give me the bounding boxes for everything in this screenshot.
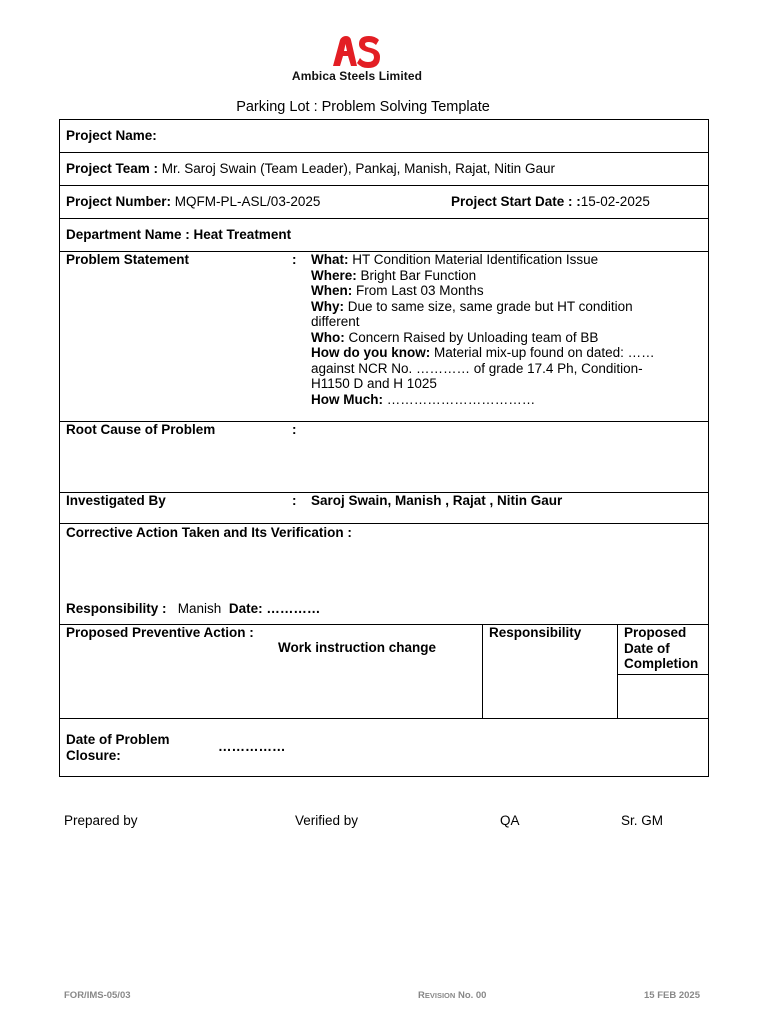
who-value: Concern Raised by Unloading team of BB — [348, 329, 599, 345]
investigated-colon: : — [292, 493, 297, 508]
company-logo — [287, 36, 427, 96]
project-number-label: Project Number: — [66, 194, 172, 209]
why-value-cont: different — [311, 314, 360, 329]
how-value-cont-1: against NCR No. ………… of grade 17.4 Ph, Condition- — [311, 360, 643, 376]
preventive-action-value: Work instruction change — [278, 640, 437, 655]
investigated-label: Investigated By — [66, 493, 166, 508]
where-value: Bright Bar Function — [360, 267, 477, 283]
problem-statement-label: Problem Statement — [66, 252, 190, 267]
document-title: Parking Lot : Problem Solving Template — [236, 99, 490, 115]
what-label: What: — [311, 252, 349, 267]
root-cause-row — [60, 422, 708, 493]
who-label: Who: — [311, 329, 345, 345]
ambica-logo-icon — [329, 36, 385, 68]
preventive-responsibility-label: Responsibility — [489, 625, 582, 640]
problem-colon: : — [292, 252, 297, 267]
investigated-row — [60, 493, 708, 524]
corrective-action-label: Corrective Action Taken and Its Verification : — [66, 525, 352, 540]
corrective-responsibility-label: Responsibility : — [66, 601, 167, 616]
project-name-row — [60, 120, 708, 153]
problem-solving-form — [59, 119, 709, 777]
howmuch-value: …………………………… — [386, 391, 536, 407]
root-cause-colon: : — [292, 422, 297, 437]
project-team-row — [60, 153, 708, 186]
department-label: Department Name : Heat Treatment — [66, 227, 292, 242]
problem-statement-row — [60, 252, 708, 422]
project-team-label: Project Team : — [66, 161, 159, 176]
qa-sign: QA — [500, 813, 520, 828]
revision-number: REVISION No. 00 — [418, 990, 487, 1001]
company-name: Ambica Steels Limited — [291, 69, 423, 83]
completion-date-label: Proposed Date of Completion — [624, 625, 699, 671]
prepared-by: Prepared by — [64, 813, 138, 828]
corrective-action-row — [60, 524, 708, 625]
corrective-date: Date: ………… — [228, 601, 321, 616]
root-cause-label: Root Cause of Problem — [66, 422, 216, 437]
footer-date: 15 FEB 2025 — [644, 990, 700, 1001]
problem-details — [311, 252, 681, 407]
investigated-value: Saroj Swain, Manish , Rajat , Nitin Gaur — [311, 493, 563, 508]
why-value: Due to same size, same grade but HT condition — [347, 298, 633, 314]
verified-by: Verified by — [295, 813, 359, 828]
when-label: When: — [311, 283, 353, 298]
divider — [617, 625, 618, 718]
closure-value: …………… — [218, 739, 286, 754]
divider — [482, 625, 483, 718]
how-value-cont-2: H1150 D and H 1025 — [311, 376, 437, 391]
what-value: HT Condition Material Identification Issue — [352, 252, 599, 267]
divider — [617, 674, 708, 675]
project-team-value: Mr. Saroj Swain (Team Leader), Pankaj, Manish, Rajat, Nitin Gaur — [161, 161, 555, 176]
closure-label: Date of Problem Closure: — [66, 732, 170, 763]
howmuch-label: How Much: — [311, 391, 383, 407]
project-number-value: MQFM-PL-ASL/03-2025 — [174, 194, 321, 209]
sr-gm-sign: Sr. GM — [621, 813, 664, 828]
department-row — [60, 219, 708, 252]
form-number: FOR/IMS-05/03 — [64, 990, 131, 1001]
how-label: How do you know: — [311, 345, 431, 360]
how-value: Material mix-up found on dated: …… — [434, 345, 655, 360]
where-label: Where: — [311, 267, 357, 283]
corrective-responsibility-value: Manish — [177, 601, 222, 616]
project-number-row — [60, 186, 708, 219]
when-value: From Last 03 Months — [356, 283, 484, 298]
why-label: Why: — [311, 298, 344, 314]
project-name-label: Project Name: — [66, 128, 157, 143]
preventive-action-label: Proposed Preventive Action : — [66, 625, 254, 640]
project-start-value: 15-02-2025 — [580, 194, 650, 209]
project-start-label: Project Start Date : : — [451, 194, 581, 209]
preventive-action-row — [60, 625, 708, 719]
closure-row — [60, 719, 708, 776]
